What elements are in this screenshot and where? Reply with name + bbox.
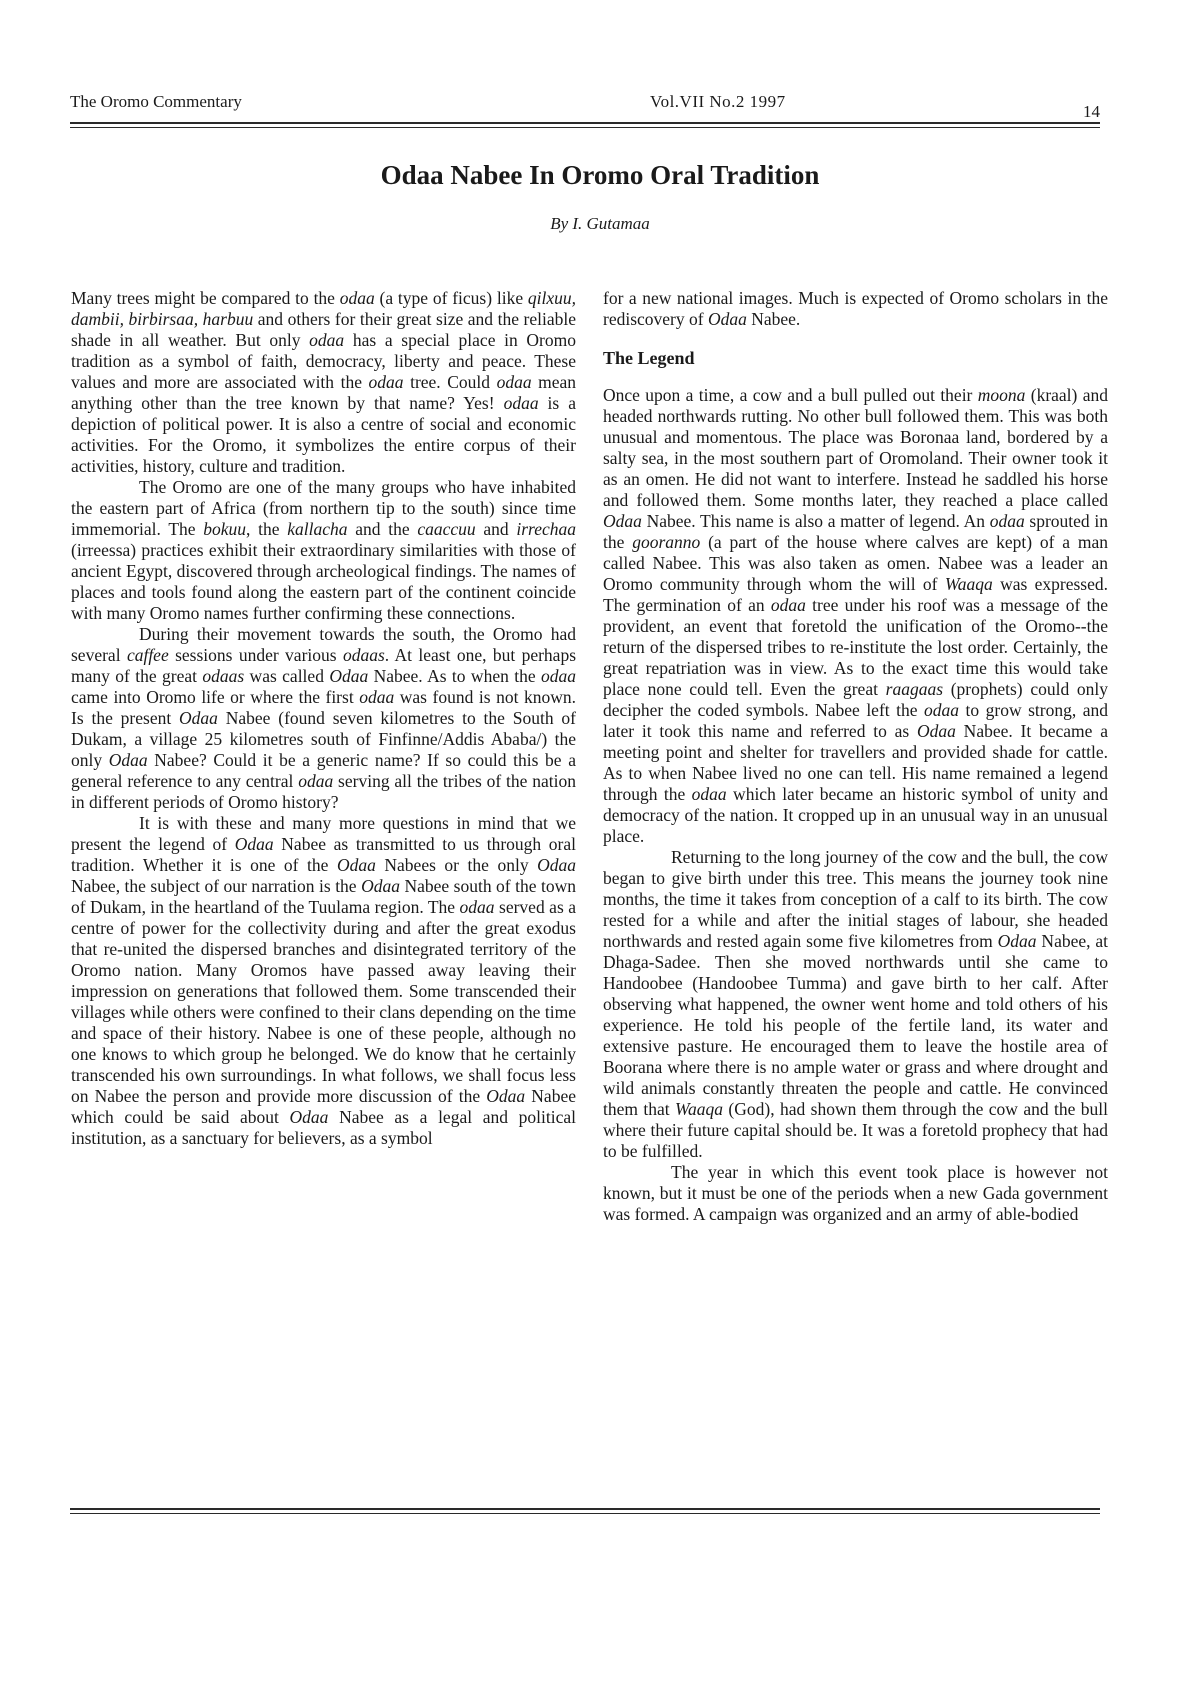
paragraph: It is with these and many more questions in mind that we present the legend of Odaa Nabee as transmitted to us through oral tradition. Whether it is one of the Odaa Nabees or the only Odaa Nabee, the subject of our narration is the Odaa Nabee south of the town of Dukam, in the heartland of the Tuulama region. The odaa served as a centre of power for the collectivity during and after the great exodus that re-united the dispersed branches and disintegrated territory of the Oromo nation. Many Oromos have passed away leaving their impression on generations that followed them. Some transcended their villages while others were confined to their clans depending on the time and space of their history. Nabee is one of these people, although no one knows to which group he belonged. We do know that he certainly transcended his own surroundings. In what follows, we shall focus less on Nabee the person and provide more discussion of the Odaa Nabee which could be said about Odaa Nabee as a legal and political institution, as a sanctuary for believers, as a symbol: [71, 813, 577, 1148]
paragraph: Many trees might be compared to the odaa (a type of ficus) like qilxuu, dambii, birbirsaa, harbuu and others for their great size and the reliable shade in all weather. But only odaa has a special place in Oromo tradition as a symbol of faith, democracy, liberty and peace. These values and more are associated with the odaa tree. Could odaa mean anything other than the tree known by that name? Yes! odaa is a depiction of political power. It is also a centre of social and economic activities. For the Oromo, it symbolizes the entire corpus of their activities, history, culture and tradition.: [71, 288, 577, 476]
article-byline: By I. Gutamaa: [550, 214, 650, 233]
page-number: 14: [1083, 102, 1100, 121]
left-column: [71, 288, 576, 1149]
paragraph: During their movement towards the south, the Oromo had several caffee sessions under various odaas. At least one, but perhaps many of the great odaas was called Odaa Nabee. As to when the odaa came into Oromo life or where the first odaa was found is not known. Is the present Odaa Nabee (found seven kilometres to the South of Dukam, a village 25 kilometres south of Finfinne/Addis Ababa/) the only Odaa Nabee? Could it be a generic name? If so could this be a general reference to any central odaa serving all the tribes of the nation in different periods of Oromo history?: [71, 624, 577, 812]
journal-name: The Oromo Commentary: [70, 92, 242, 111]
paragraph: The year in which this event took place is however not known, but it must be one of the periods when a new Gada government was formed. A campaign was organized and an army of able-bodied: [603, 1162, 1108, 1224]
paragraph: Once upon a time, a cow and a bull pulled out their moona (kraal) and headed northwards rutting. No other bull followed them. This was both unusual and momentous. The place was Boronaa land, bordered by a salty sea, in the most southern part of Oromoland. Their owner took it as an omen. He did not want to interfere. Instead he saddled his horse and followed them. Some months later, they reached a place called Odaa Nabee. This name is also a matter of legend. An odaa sprouted in the gooranno (a part of the house where calves are kept) of a man called Nabee. This was also taken as omen. Nabee was a leader an Oromo community through whom the will of Waaqa was expressed. The germination of an odaa tree under his roof was a message of the provident, an event that foretold the unification of the Oromo--the return of the dispersed tribes to re-institute the lost order. Certainly, the great repatriation was in view. As to the exact time this would take place none could tell. Even the great raagaas (prophets) could only decipher the coded symbols. Nabee left the odaa to grow strong, and later it took this name and referred to as Odaa Nabee. It became a meeting point and shelter for travellers and provided shade for cattle. As to when Nabee lived no one can tell. His name remained a legend through the odaa which later became an historic symbol of unity and democracy of the nation. It cropped up in an unusual way in an unusual place.: [603, 385, 1108, 846]
paragraph: Returning to the long journey of the cow and the bull, the cow began to give birth under this tree. This means the journey took nine months, the time it takes from conception of a calf to its birth. The cow rested for a while and after the initial stages of labour, she headed northwards and rested again some five kilometres from Odaa Nabee, at Dhaga-Sadee. Then she moved northwards until she came to Handoobee (Handoobee Tumma) and gave birth to her calf. After observing what happened, the owner went home and told others of his experience. He told his people of the fertile land, its water and extensive pasture. He encouraged them to leave the hostile area of Boorana where there is no ample water or grass and where drought and wild animals constantly threaten the people and cattle. He convinced them that Waaqa (God), had shown them through the cow and the bull where their future capital should be. It was a foretold prophecy that had to be fulfilled.: [603, 847, 1108, 1161]
header-rule: [70, 122, 1100, 128]
footer-rule: [70, 1508, 1100, 1514]
issue-info: Vol.VII No.2 1997: [650, 92, 786, 111]
right-column: [603, 288, 1108, 1225]
section-heading: The Legend: [603, 348, 695, 368]
article-title: Odaa Nabee In Oromo Oral Tradition: [380, 160, 820, 190]
paragraph: The Oromo are one of the many groups who have inhabited the eastern part of Africa (from northern tip to the south) since time immemorial. The bokuu, the kallacha and the caaccuu and irrechaa (irreessa) practices exhibit their extraordinary similarities with those of ancient Egypt, discovered through archeological findings. The names of places and tools found along the eastern part of the continent coincide with many Oromo names further confirming these connections.: [71, 477, 576, 623]
paragraph: for a new national images. Much is expected of Oromo scholars in the rediscovery of Odaa Nabee.: [603, 288, 1108, 329]
running-header: [70, 92, 1100, 121]
